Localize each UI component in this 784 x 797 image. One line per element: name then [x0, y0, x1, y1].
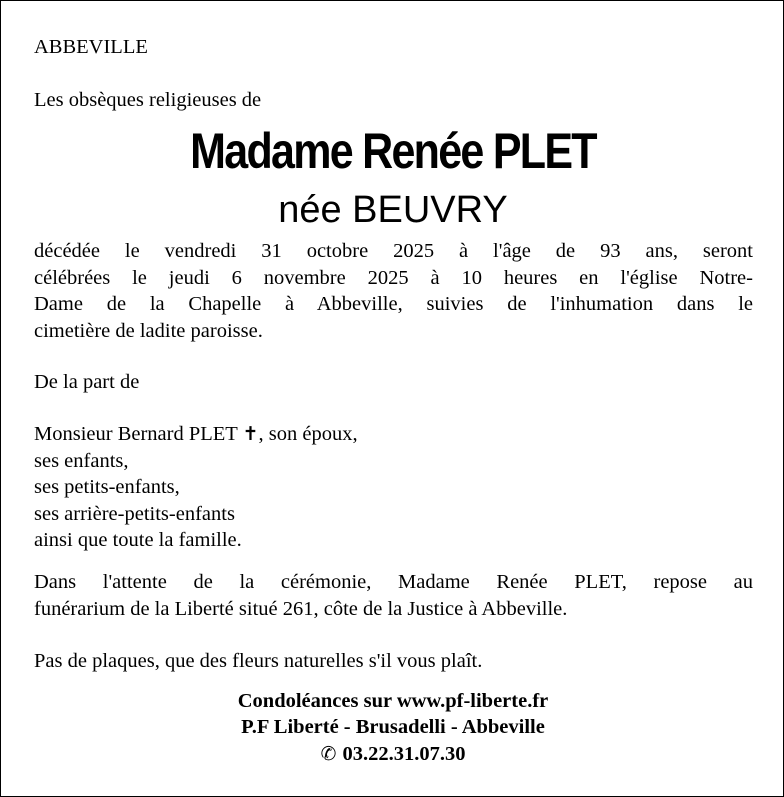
- maiden-name: née BEUVRY: [278, 189, 508, 231]
- spouse-name: Monsieur Bernard PLET: [34, 423, 238, 445]
- phone-line: [1, 741, 784, 767]
- condolences-line: Condoléances sur www.pf-liberte.fr: [237, 690, 549, 712]
- family-line: ses enfants,: [34, 449, 129, 472]
- deceased-name: Madame Renée PLET: [190, 123, 596, 179]
- rest-line: funérarium de la Liberté situé 261, côte de la Justice à Abbeville.: [34, 597, 568, 620]
- family-line: ainsi que toute la famille.: [34, 529, 242, 551]
- cross-icon: ✝: [242, 423, 259, 445]
- intro-text: Les obsèques religieuses de: [34, 89, 262, 111]
- announcement-line: décédée le vendredi 31 octobre 2025 à l'âge de 93 ans, seront: [34, 240, 753, 262]
- from-label: De la part de: [34, 371, 140, 393]
- announcement-line: cimetière de ladite paroisse.: [34, 319, 263, 342]
- family-line: ses arrière-petits-enfants: [34, 502, 235, 525]
- announcement-line: Dame de la Chapelle à Abbeville, suivies de l'inhumation dans le: [34, 293, 753, 315]
- no-plaques-text: Pas de plaques, que des fleurs naturelles s'il vous plaît.: [34, 650, 483, 672]
- spouse-suffix: , son époux,: [258, 423, 358, 445]
- rest-line: Dans l'attente de la cérémonie, Madame Renée PLET, repose au: [34, 571, 753, 593]
- family-list: [34, 421, 753, 554]
- spouse-line: [34, 421, 753, 448]
- city-heading: ABBEVILLE: [34, 36, 148, 58]
- phone-icon: ✆: [320, 743, 337, 765]
- family-line: ses petits-enfants,: [34, 476, 180, 498]
- phone-number: 03.22.31.07.30: [342, 743, 466, 765]
- company-line: P.F Liberté - Brusadelli - Abbeville: [241, 716, 545, 738]
- announcement-paragraph: [34, 238, 753, 344]
- rest-paragraph: [34, 569, 753, 622]
- announcement-line: célébrées le jeudi 6 novembre 2025 à 10 heures en l'église Notre-: [34, 266, 753, 289]
